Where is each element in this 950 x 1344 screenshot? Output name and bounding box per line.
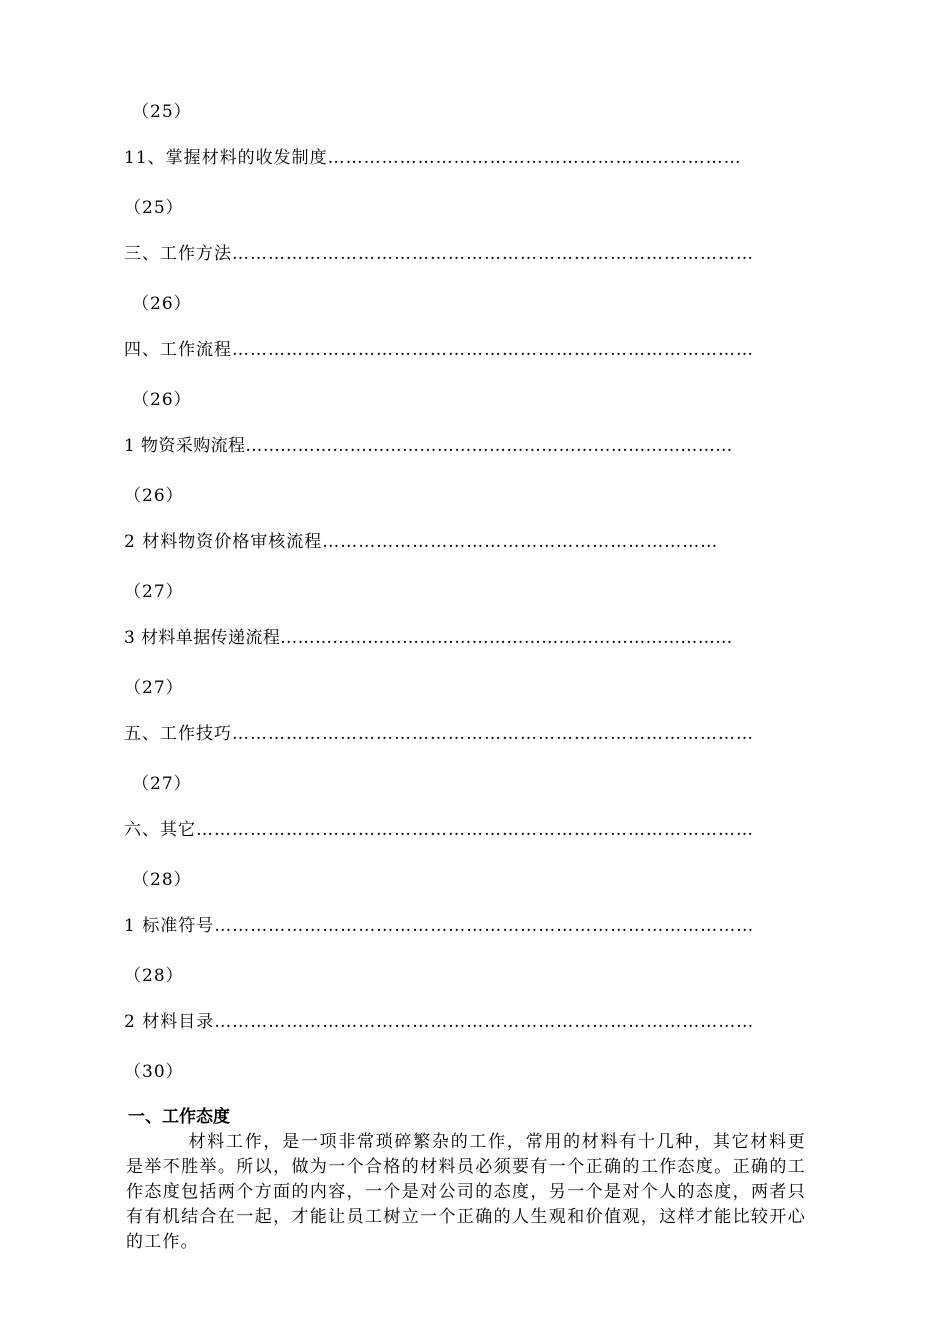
toc-entry: 1 标准符号……………………………………………………………………………… xyxy=(124,916,755,936)
toc-entry: 11、掌握材料的收发制度…………………………………………………………… xyxy=(124,148,742,168)
section-paragraph xyxy=(126,1130,806,1255)
toc-entry: 四、工作流程…………………………………………………………………………… xyxy=(124,340,754,360)
toc-page-number: （30） xyxy=(124,1062,184,1082)
toc-page-number: （28） xyxy=(132,870,192,890)
toc-page-number: （27） xyxy=(132,774,192,794)
toc-page-number: （25） xyxy=(124,198,184,218)
toc-entry: 三、工作方法…………………………………………………………………………… xyxy=(124,244,754,264)
toc-entry: 3 材料单据传递流程…………………………………………………………………… xyxy=(124,628,733,648)
toc-entry: 六、其它………………………………………………………………………………… xyxy=(124,820,754,840)
toc-page-number: （26） xyxy=(132,390,192,410)
section-heading: 一、工作态度 xyxy=(128,1107,230,1127)
toc-entry: 2 材料目录……………………………………………………………………………… xyxy=(124,1012,755,1032)
toc-page-number: （26） xyxy=(124,486,184,506)
toc-entry: 2 材料物资价格审核流程………………………………………………………… xyxy=(124,532,719,552)
toc-page-number: （27） xyxy=(124,582,184,602)
toc-page-number: （27） xyxy=(124,678,184,698)
toc-page-number: （25） xyxy=(132,102,192,122)
paragraph-text: 材料工作，是一项非常琐碎繁杂的工作，常用的材料有十几种，其它材料更是举不胜举。所以，做为一个合格的材料员必须要有一个正确的工作态度。正确的工作态度包括两个方面的内容，一个是对公司的态度，另一个是对个人的态度，两者只有有机结合在一起，才能让员工树立一个正确的人生观和价值观，这样才能比较开心的工作。 xyxy=(126,1132,806,1252)
toc-entry: 1 物资采购流程………………………………………………………………………… xyxy=(124,436,733,456)
toc-page-number: （26） xyxy=(132,294,192,314)
toc-entry: 五、工作技巧…………………………………………………………………………… xyxy=(124,724,754,744)
toc-page-number: （28） xyxy=(124,966,184,986)
